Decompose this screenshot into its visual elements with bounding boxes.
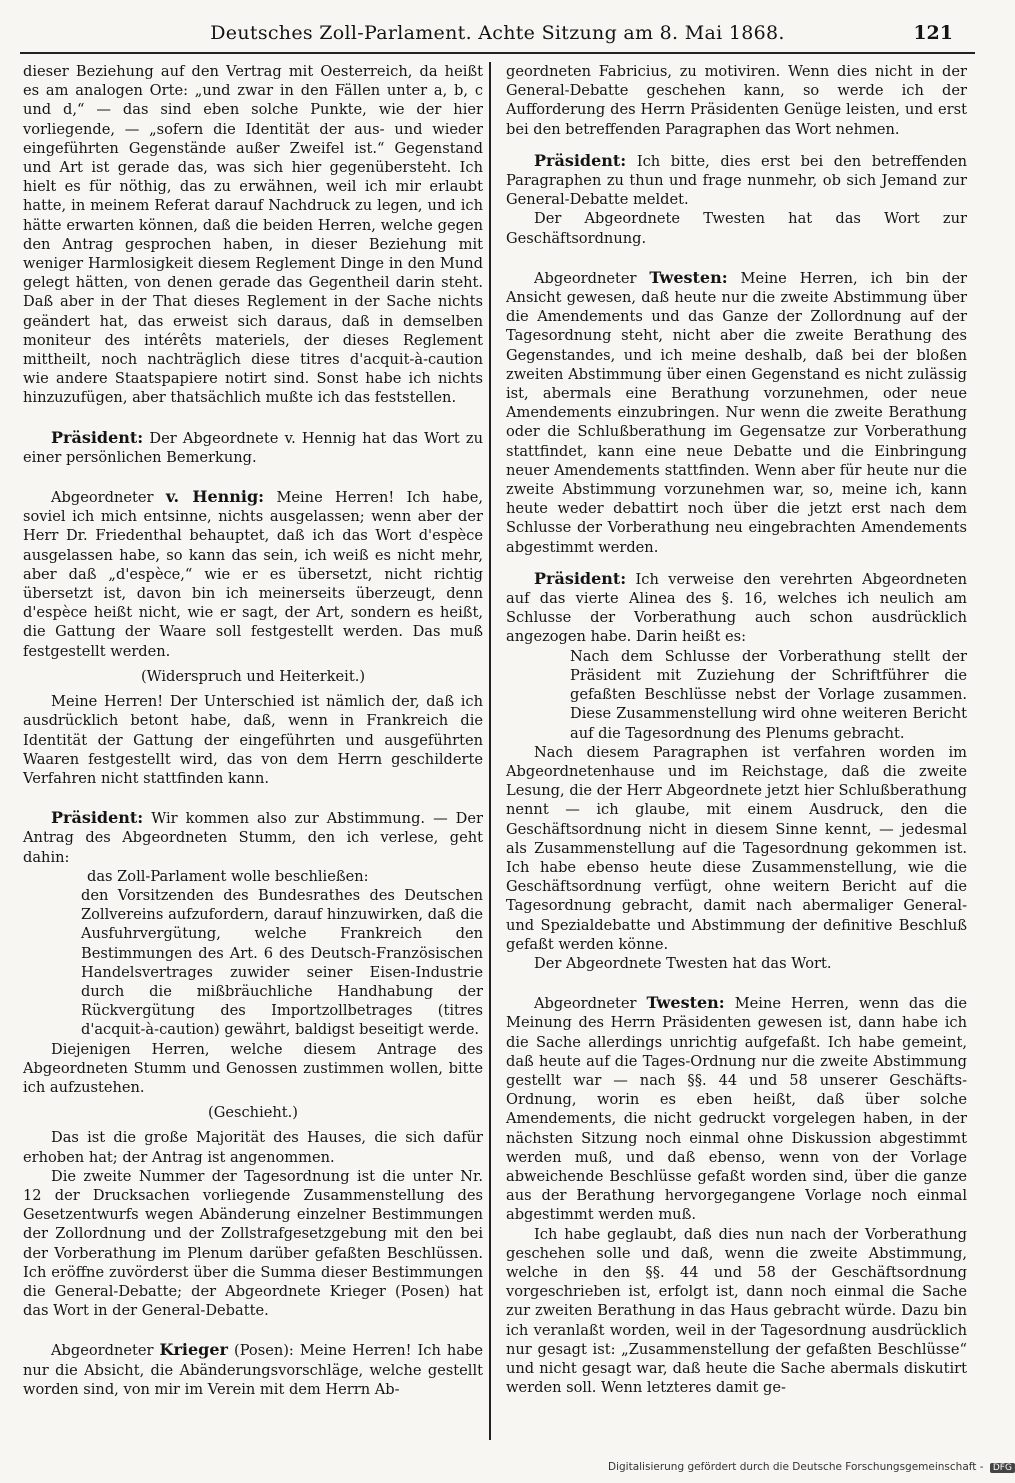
footer-text: Digitalisierung gefördert durch die Deutsche Forschungsgemeinschaft - xyxy=(608,1461,984,1473)
speaker-label: Präsident: xyxy=(534,568,627,588)
running-title: Deutsches Zoll-Parlament. Achte Sitzung am 8. Mai 1868. xyxy=(210,22,785,44)
speaker-prefix: Abgeordneter xyxy=(534,269,637,287)
stage-direction: (Widerspruch und Heiterkeit.) xyxy=(140,667,366,685)
paragraph xyxy=(506,268,967,557)
right-column xyxy=(506,62,967,1397)
speech-text: Ich bitte, dies erst bei den betreffenden Paragraphen zu thun und frage nunmehr, ob sich Jemand zur General-Debatte meldet. xyxy=(506,152,967,209)
speaker-label: v. Hennig: xyxy=(165,487,265,507)
paragraph xyxy=(506,151,967,210)
page-number: 121 xyxy=(913,22,953,44)
paragraph: Das ist die große Majorität des Hauses, die sich dafür erhoben hat; der Antrag ist angenommen. xyxy=(23,1129,483,1166)
dfg-logo-icon: DFG xyxy=(990,1463,1015,1473)
paragraph xyxy=(23,808,483,867)
speaker-label: Twesten: xyxy=(649,267,728,287)
speaker-label: Präsident: xyxy=(51,427,144,447)
left-column xyxy=(23,62,483,1399)
speech-text: Meine Herren! Ich habe, soviel ich mich entsinne, nichts ausgelassen; wenn aber der Herr Dr. Friedenthal behauptet, daß ich das Wort d'espèce ausgelassen habe, so kann das sein, ich weiß es nicht mehr, aber daß „d'espèce,“ wie er es übersetzt, nicht richtig übersetzt ist, davon bin ich meinerseits überzeugt, denn d'espèce heißt nicht, wie er sagt, der Art, sondern es heißt, die Gattung der Waare soll festgestellt werden. Das muß festgestellt werden. xyxy=(23,489,484,660)
paragraph: Meine Herren! Der Unterschied ist nämlich der, daß ich ausdrücklich betont habe, daß, wenn in Frankreich die Identität der Gattung der eingeführten und ausgeführten Waaren festgestellt wird, das von dem Herrn geschilderte Verfahren nicht stattfinden kann. xyxy=(23,693,483,787)
paragraph: Der Abgeordnete Twesten hat das Wort zur Geschäftsordnung. xyxy=(506,210,967,247)
speaker-prefix: Abgeordneter xyxy=(51,489,154,507)
paragraph xyxy=(23,487,483,661)
paragraph: geordneten Fabricius, zu motiviren. Wenn dies nicht in der General-Debatte geschehen kann, so werde ich der Aufforderung des Herrn Präsidenten Genüge leisten, und erst bei den betreffenden Paragraphen das Wort nehmen. xyxy=(506,63,967,138)
digitization-footer xyxy=(608,1461,1012,1479)
speech-text: (Posen): Meine Herren! Ich habe nur die Absicht, die Abänderungsvorschläge, welche gestellt worden sind, von mir im Verein mit dem Herrn Ab- xyxy=(23,1342,483,1398)
stage-direction: (Geschieht.) xyxy=(208,1104,298,1122)
page-header xyxy=(20,22,975,54)
speech-text: Meine Herren, ich bin der Ansicht gewesen, daß heute nur die zweite Abstimmung über die Amendements und das Ganze der Zollordnung auf der Tagesordnung steht, nicht aber die zweite Berathung des Gegenstandes, und ich meine deshalb, daß bei der bloßen zweiten Abstimmung über einen Gegenstand es nicht zulässig ist, abermals eine Berathung vorzunehmen, oder neue Amendements einzubringen. Nur wenn die zweite Berathung oder die Schlußberathung im Gegensatze zur Vorberathung stattfindet, kann eine neue Debatte und die Einbringung neuer Amendements stattfinden. Wenn aber für heute nur die zweite Abstimmung vorzunehmen war, so, meine ich, kann heute weder debattirt noch über die jetzt erst nach dem Schlusse der Vorberathung neu eingebrachten Amendements abgestimmt werden. xyxy=(506,269,967,556)
speaker-label: Twesten: xyxy=(646,993,725,1013)
paragraph xyxy=(23,428,483,467)
speaker-label: Krieger xyxy=(159,1340,228,1360)
speaker-prefix: Abgeordneter xyxy=(534,995,637,1013)
speech-text: Meine Herren, wenn das die Meinung des Herrn Präsidenten gewesen ist, dann habe ich die Sache allerdings unrichtig aufgefaßt. Ich habe gemeint, daß heute auf die Tages-Ordnung nur die zweite Abstimmung gestellt war — nach §§. 44 und 58 unserer Geschäfts-Ordnung, worin es eben heißt, daß über solche Amendements, die nicht gedruckt vorgelegen haben, in der nächsten Sitzung noch einmal ohne Diskussion abgestimmt werden muß, und daß ebenso, wenn von der Vorlage abweichende Beschlüsse gefaßt worden sind, über die ganze aus der Berathung hervorgegangene Vorlage noch einmal abgestimmt werden muß. xyxy=(506,995,968,1224)
paragraph xyxy=(506,569,967,647)
speaker-label: Präsident: xyxy=(51,808,144,828)
paragraph xyxy=(23,1340,483,1399)
paragraph: Der Abgeordnete Twesten hat das Wort. xyxy=(534,954,832,972)
speaker-prefix: Abgeordneter xyxy=(51,1342,154,1360)
motion-lead: das Zoll-Parlament wolle beschließen: xyxy=(87,867,369,885)
paragraph: Nach diesem Paragraphen ist verfahren worden im Abgeordnetenhause und im Reichstage, daß die zweite Lesung, die der Herr Abgeordnete jetzt hier Schlußberathung nennt — ich glaube, mit einem Ausdruck, den die Geschäftsordnung nicht in diesem Sinne kennt, — jedesmal als Zusammenstellung auf die Tagesordnung gekommen ist. Ich habe ebenso heute diese Zusammenstellung, wie die Geschäftsordnung verfügt, ohne weitern Bericht auf die Tagesordnung gebracht, damit nach abermaliger General- und Spezialdebatte und Abstimmung der definitive Beschluß gefaßt werden könne. xyxy=(506,743,967,953)
paragraph: Die zweite Nummer der Tagesordnung ist die unter Nr. 12 der Drucksachen vorliegende Zusammenstellung des Gesetzentwurfs wegen Abänderung einzelner Bestimmungen der Zollordnung und der Zollstrafgesetzgebung mit den bei der Vorberathung im Plenum darüber gefaßten Beschlüssen. Ich eröffne zuvörderst über die Summa dieser Bestimmungen die General-Debatte; der Abgeordnete Krieger (Posen) hat das Wort in der General-Debatte. xyxy=(23,1167,483,1320)
column-divider xyxy=(489,62,491,1440)
quoted-rule: Nach dem Schlusse der Vorberathung stellt der Präsident mit Zuziehung der Schriftführer die gefaßten Beschlüsse nebst der Vorlage zusammen. Diese Zusammenstellung wird ohne weiteren Bericht auf die Tagesordnung des Plenums gebracht. xyxy=(570,647,967,742)
paragraph: dieser Beziehung auf den Vertrag mit Oesterreich, da heißt es am analogen Orte: „und zwar in den Fällen unter a, b, c und d,“ — das sind eben solche Punkte, wie der hier vorliegende, — „sofern die Identität der aus- und wieder eingeführten Gegenstände außer Zweifel ist.“ Gegenstand und Art ist gerade das, was sich hier gegenübersteht. Ich hielt es für nöthig, das zu erwähnen, weil ich mir erlaubt hatte, in meinem Referat darauf Nachdruck zu legen, und ich hätte erwarten können, daß die beiden Herren, welche gegen den Antrag gesprochen haben, in dieser Beziehung mit weniger Harmlosigkeit diesem Reglement Dinge in den Mund gelegt hätten, von denen gerade das Gegentheil darin steht. Daß aber in der That dieses Reglement in der Sache nichts geändert hat, das erweist sich daraus, daß in demselben moniteur des intérêts materiels, der dieses Reglement mittheilt, noch nachträglich diese titres d'acquit-à-caution wie andere Staatspapiere notirt sind. Sonst habe ich nichts hinzuzufügen, aber thatsächlich mußte ich das feststellen. xyxy=(23,63,483,407)
paragraph: Ich habe geglaubt, daß dies nun nach der Vorberathung geschehen solle und daß, wenn die zweite Abstimmung, welche in den §§. 44 und 58 der Geschäftsordnung vorgeschrieben ist, erfolgt ist, dann noch einmal die Sache zur zweiten Berathung in das Haus gebracht würde. Dazu bin ich veranlaßt worden, weil in der Tagesordnung ausdrücklich nur gesagt ist: „Zusammenstellung der gefaßten Beschlüsse“ und nicht gesagt war, daß heute die Sache abermals diskutirt werden soll. Wenn letzteres damit ge- xyxy=(506,1225,967,1397)
speech-text: Ich verweise den verehrten Abgeordneten auf das vierte Alinea des §. 16, welches ich neulich am Schlusse der Vorberathung auch schon ausdrücklich angezogen habe. Darin heißt es: xyxy=(506,570,968,646)
motion-text: den Vorsitzenden des Bundesrathes des Deutschen Zollvereins aufzufordern, darauf hinzuwirken, daß die Ausfuhrvergütung, welche Frankreich den Bestimmungen des Art. 6 des Deutsch-Französischen Handelsvertrages zuwider seiner Eisen-Industrie durch die mißbräuchliche Handhabung der Rückvergütung des Importzollbetrages (titres d'acquit-à-caution) gewährt, baldigst beseitigt werde. xyxy=(81,886,483,1039)
speaker-label: Präsident: xyxy=(534,150,627,170)
speech-text: Der Abgeordnete v. Hennig hat das Wort zu einer persönlichen Bemerkung. xyxy=(23,429,483,466)
paragraph: Diejenigen Herren, welche diesem Antrage des Abgeordneten Stumm und Genossen zustimmen wollen, bitte ich aufzustehen. xyxy=(23,1040,483,1096)
speech-text: Wir kommen also zur Abstimmung. — Der Antrag des Abgeordneten Stumm, den ich verlese, geht dahin: xyxy=(23,810,483,866)
paragraph xyxy=(506,993,967,1224)
